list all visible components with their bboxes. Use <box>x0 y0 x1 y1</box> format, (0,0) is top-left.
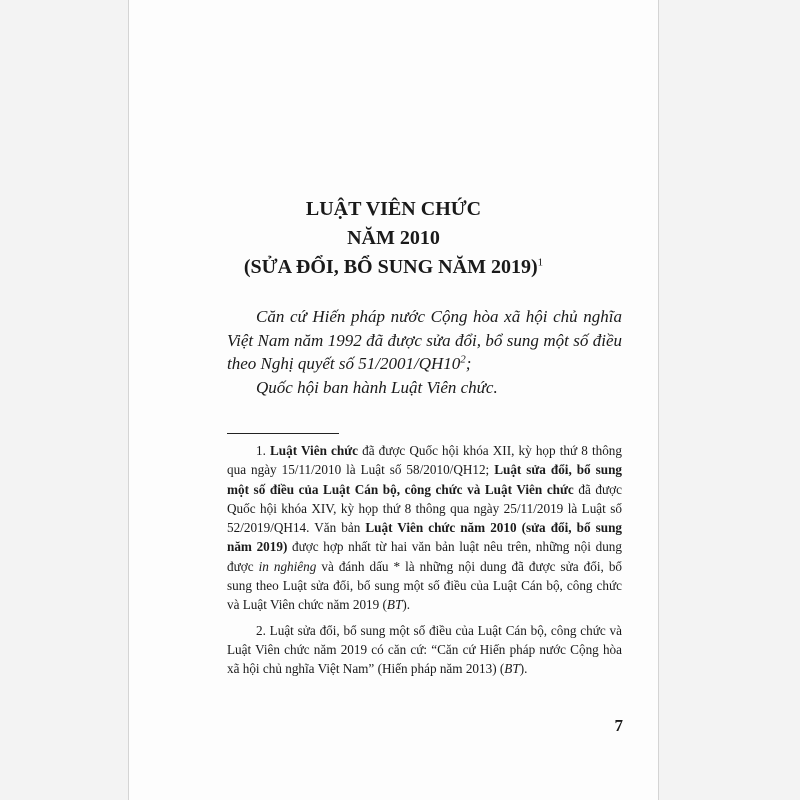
footnote-1: 1. Luật Viên chức đã được Quốc hội khóa XII, kỳ họp thứ 8 thông qua ngày 15/11/2010 là Luật số 58/2010/QH12; Luật sửa đổi, bổ sung một số điều của Luật Cán bộ, công chức và Luật Viên chức đã được Quốc hội khóa XIV, kỳ họp thứ 8 thông qua ngày 25/11/2019 là Luật số 52/2019/QH14. Văn bản Luật Viên chức năm 2010 (sửa đổi, bổ sung năm 2019) được hợp nhất từ hai văn bản luật nêu trên, những nội dung được in nghiêng và đánh dấu * là những nội dung đã được sửa đổi, bổ sung theo Luật sửa đổi, bổ sung một số điều của Luật Cán bộ, công chức và Luật Viên chức năm 2019 (BT). <box>227 443 623 613</box>
title-line-2: NĂM 2010 <box>347 227 440 249</box>
footnote-ref-2: 2 <box>460 353 466 366</box>
title-line-3-text: (SỬA ĐỔI, BỔ SUNG NĂM 2019) <box>243 256 538 278</box>
footnote-2: 2. Luật sửa đổi, bổ sung một số điều của Luật Cán bộ, công chức và Luật Viên chức năm 2019 có căn cứ: “Căn cứ Hiến pháp nước Cộng hòa xã hội chủ nghĩa Việt Nam” (Hiến pháp năm 2013) (BT). <box>227 622 622 677</box>
title-line-1: LUẬT VIÊN CHỨC <box>305 198 482 220</box>
footnote-ref-1: 1 <box>537 256 544 269</box>
footnote-divider <box>227 433 339 434</box>
document-page <box>128 0 659 800</box>
preamble-paragraph-2: Quốc hội ban hành Luật Viên chức. <box>256 377 498 397</box>
title-line-3 <box>129 253 658 282</box>
page-number: 7 <box>614 716 623 735</box>
preamble-paragraph-1: Căn cứ Hiến pháp nước Cộng hòa xã hội chủ nghĩa Việt Nam năm 1992 đã được sửa đổi, bổ sung một số điều theo Nghị quyết số $51/2001/QH10^2$; <box>227 307 622 373</box>
footnotes <box>227 441 622 685</box>
preamble <box>227 305 622 399</box>
document-title <box>129 195 658 282</box>
